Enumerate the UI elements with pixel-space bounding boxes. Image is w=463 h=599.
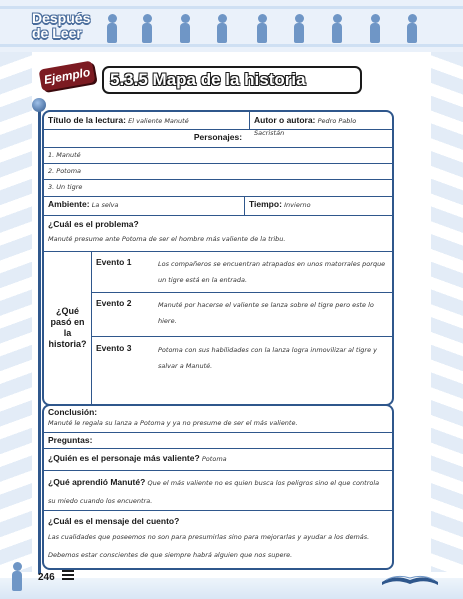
section-title-text: Después de Leer [32,10,91,41]
child-silhouette-icon [10,562,26,592]
author-label: Autor o autora: [254,115,316,125]
character-cell [44,147,85,163]
header-stripe [0,44,463,47]
what-happened-label: ¿Qué pasó en la historia? [48,305,87,349]
question-row [44,448,392,471]
question-row [44,470,392,511]
child-silhouette-icon [215,14,229,44]
character-value: 1. Manuté [48,151,81,159]
event-label-cell [92,251,154,292]
example-badge: Ejemplo [39,60,96,91]
event-label-cell [92,292,154,336]
child-silhouette-icon [255,14,269,44]
event-text: Manuté por hacerse el valiente se lanza sobre el tigre pero este lo hiere. [158,301,374,325]
division-sign-icon [62,568,74,584]
title-cell [44,112,249,129]
setting-value: La selva [91,201,119,209]
title-value: El valiente Manuté [128,117,189,125]
right-decorative-stripes [431,52,463,572]
question-cell [44,470,392,510]
character-cell [44,163,85,179]
problem-cell [44,215,392,251]
conclusion-form [42,404,394,570]
story-map-form [42,110,394,406]
character-row [44,163,392,180]
child-silhouette-icon [405,14,419,44]
question-answer: Potoma [201,455,227,463]
event-text: Los compañeros se encuentran atrapados en unos matorrales porque un tigre está en la entrada. [158,260,386,284]
questions-header-row [44,432,392,449]
question-answer: Las cualidades que poseemos no son para presumirlas sino para mejorarlas y ayudar a los demás. Debemos estar conscientes de que siempre habrá alguien que nos supere. [48,533,370,559]
event-label: Evento 2 [96,298,132,308]
event-label: Evento 1 [96,257,132,267]
questions-header-cell [44,432,96,448]
event-row [92,292,392,337]
question-label: ¿Cuál es el mensaje del cuento? [48,516,180,526]
problem-value: Manuté presume ante Potoma de ser el hombre más valiente de la tribu. [48,235,286,243]
child-silhouette-icon [105,14,119,44]
question-answer: Que el más valiente no es quien busca los peligros sino el que controla su miedo cuando los encuentra. [48,479,380,505]
title-label: Título de la lectura: [48,115,126,125]
page-number: 246 [38,572,55,583]
characters-header-cell [44,129,392,147]
event-text-cell [154,251,392,292]
character-row [44,179,392,197]
section-title [32,10,91,41]
question-label: ¿Quién es el personaje más valiente? [48,453,200,463]
question-label: ¿Qué aprendió Manuté? [48,477,146,487]
event-text-cell [154,292,392,336]
author-cell [250,112,392,137]
question-row [44,510,392,568]
left-decorative-stripes [0,52,32,572]
character-row [44,147,392,164]
characters-label: Personajes: [193,132,243,142]
time-value: Invierno [284,201,311,209]
pole-ball-icon [32,98,46,112]
page-title: 5.3.5 Mapa de la historia [102,66,362,94]
character-value: 2. Potoma [48,167,82,175]
character-value: 3. Un tigre [48,183,83,191]
event-row [92,336,392,382]
decorative-pole [38,104,41,574]
author-value: Pedro Pablo Sacristán [254,117,357,137]
conclusion-value: Manuté le regala su lanza a Potoma y ya no presume de ser el más valiente. [48,419,298,427]
characters-header-row [44,129,392,148]
question-cell [44,510,392,568]
event-row [92,251,392,293]
child-silhouette-icon [330,14,344,44]
open-book-icon [380,566,440,586]
problem-row [44,215,392,252]
child-silhouette-icon [178,14,192,44]
time-label: Tiempo: [249,199,282,209]
character-cell [44,179,86,196]
child-silhouette-icon [140,14,154,44]
setting-label: Ambiente: [48,199,90,209]
setting-cell [44,196,244,215]
setting-time-row [44,196,392,216]
questions-label: Preguntas: [48,435,93,445]
event-text-cell [154,336,392,382]
question-cell [44,448,392,470]
what-happened-cell [44,251,91,404]
conclusion-row [44,406,392,433]
conclusion-cell [44,406,392,432]
event-label-cell [92,336,154,382]
time-cell [245,196,392,215]
conclusion-label: Conclusión: [48,407,98,417]
child-silhouette-icon [368,14,382,44]
child-silhouette-icon [292,14,306,44]
event-label: Evento 3 [96,343,132,353]
event-text: Potoma con sus habilidades con la lanza logra inmovilizar al tigre y salvar a Manuté. [158,346,377,370]
header-stripe [0,6,463,9]
problem-label: ¿Cuál es el problema? [48,219,139,229]
